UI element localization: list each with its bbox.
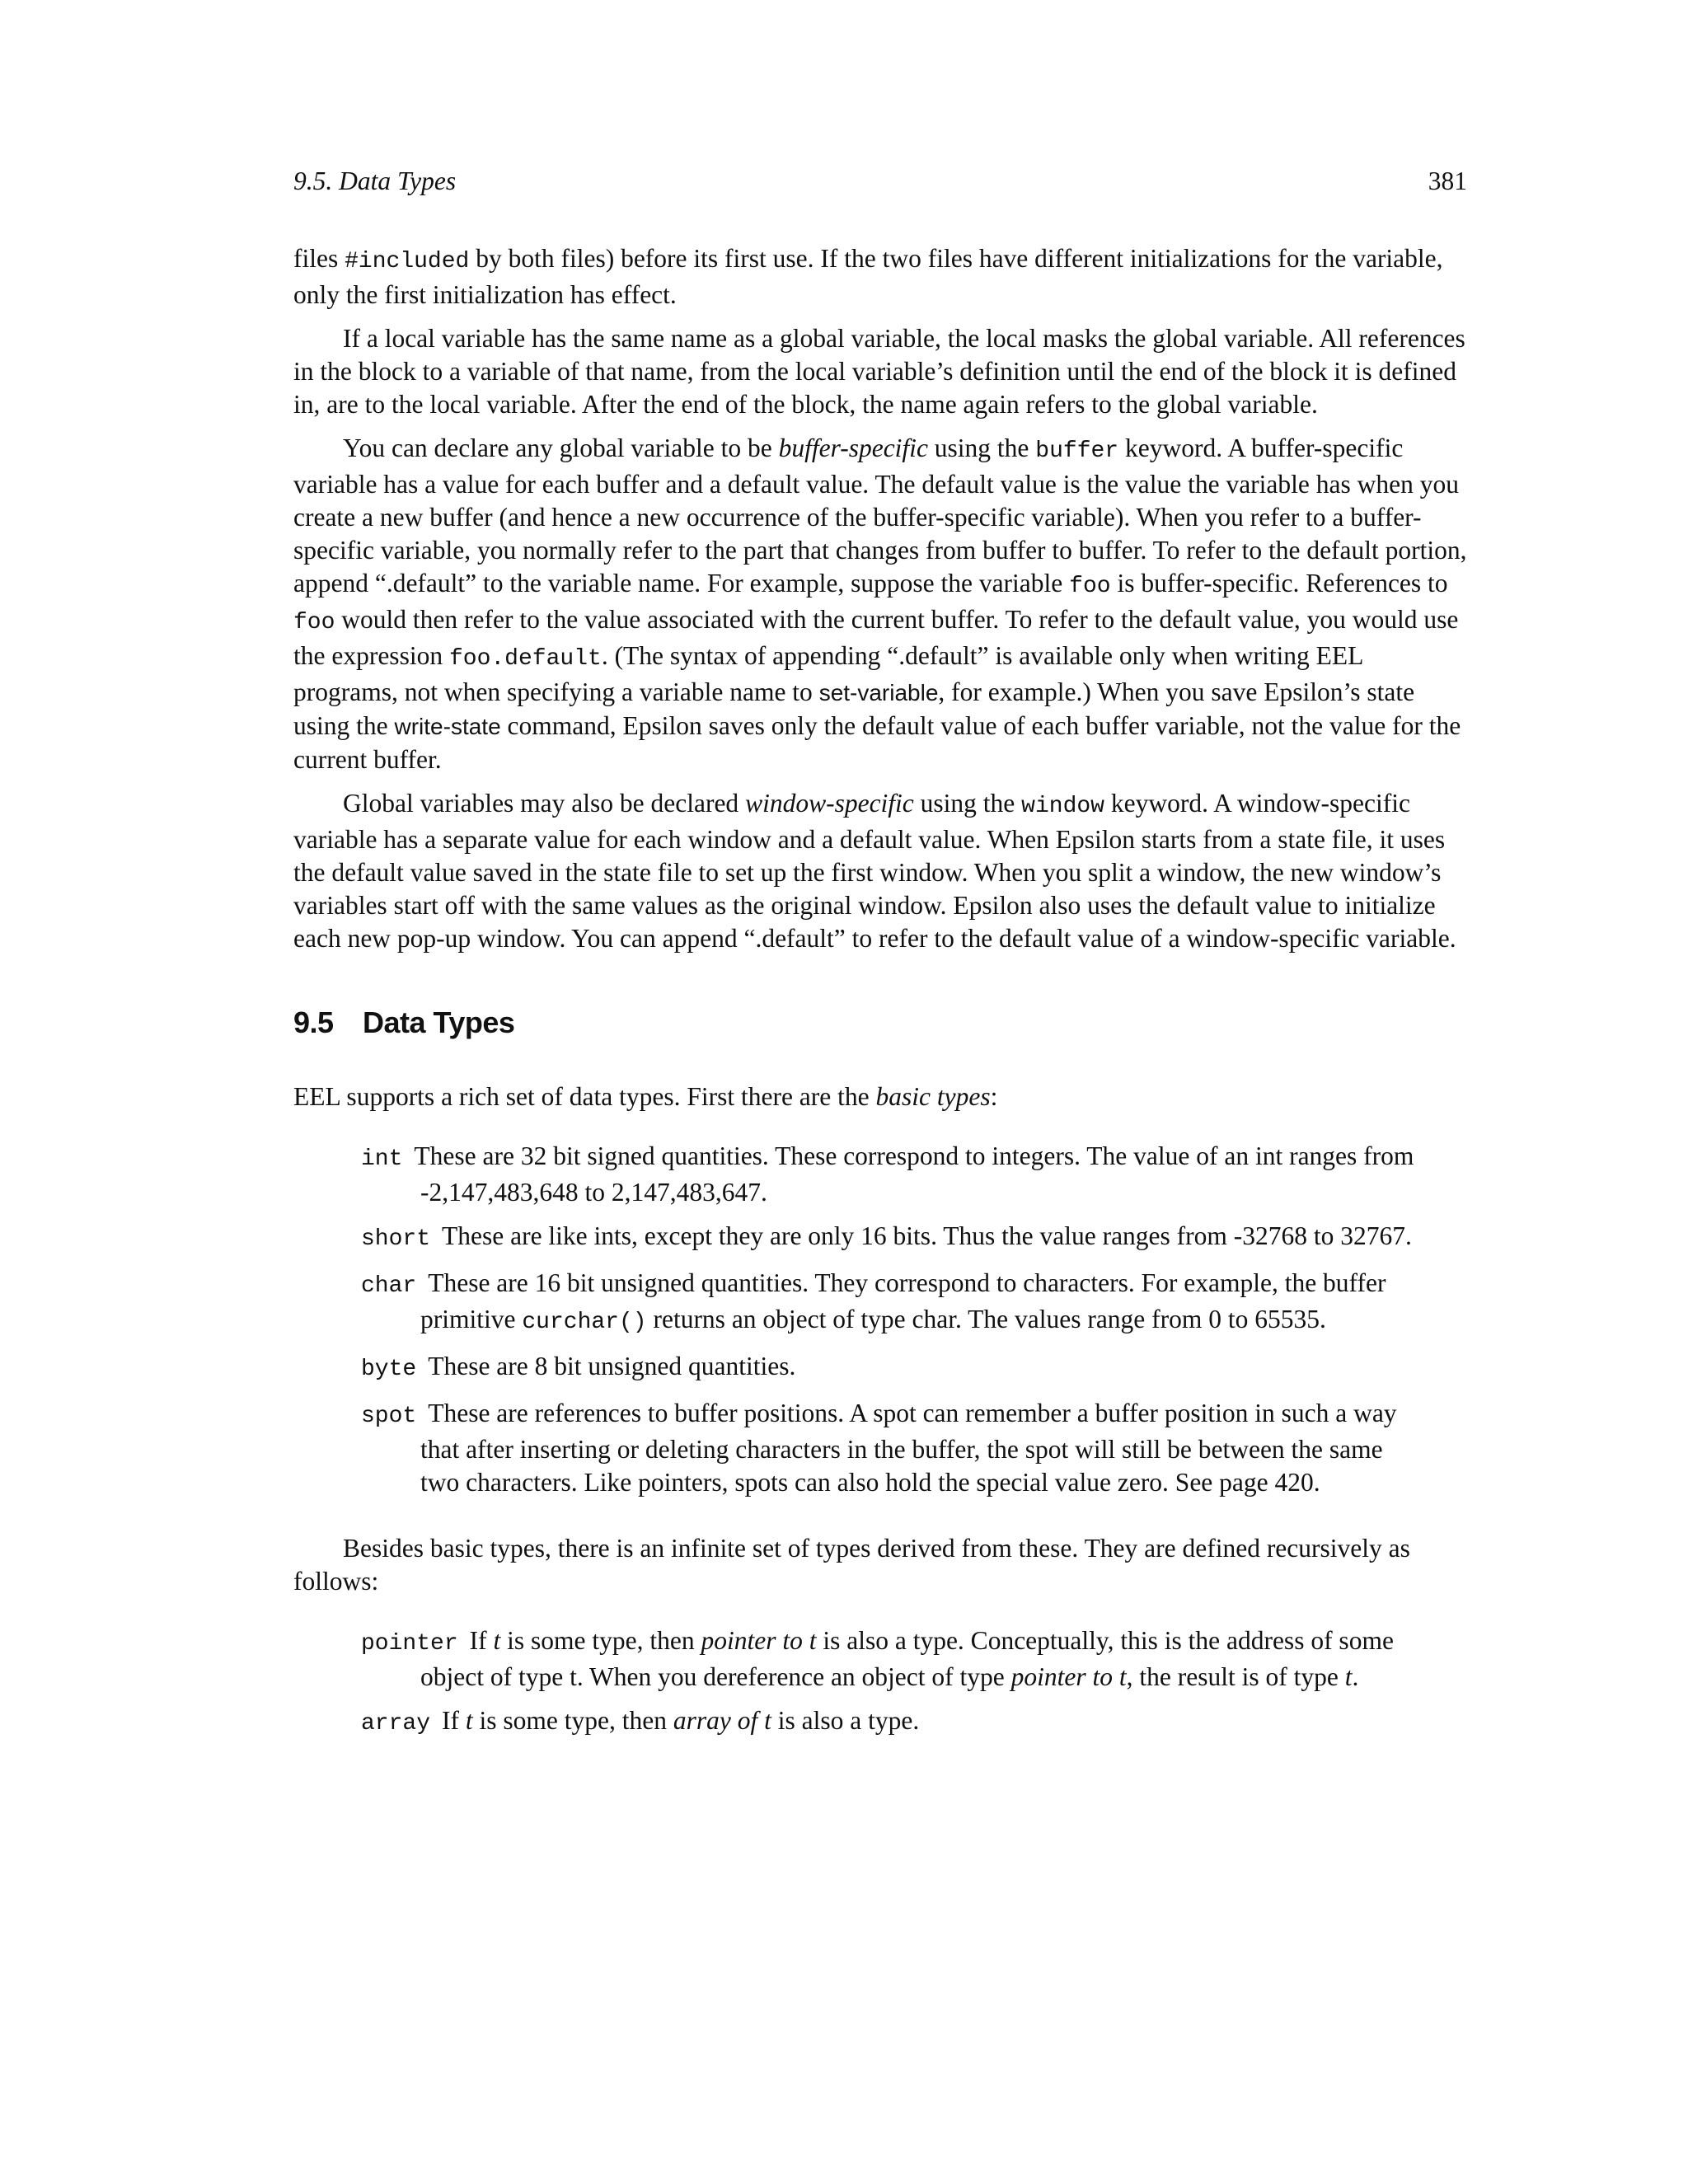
command-name: write-state: [394, 714, 501, 739]
type-term: array: [361, 1711, 431, 1736]
section-title: Data Types: [363, 1005, 515, 1039]
type-term: byte: [361, 1357, 417, 1382]
list-item: char These are 16 bit unsigned quantities. They correspond to characters. For example, the buffer primitive curchar() returns an object of type char. The values range from 0 to 65535.: [361, 1268, 1386, 1335]
command-name: set-variable: [818, 680, 939, 705]
type-term: short: [361, 1226, 431, 1252]
page-number: 381: [1428, 166, 1467, 195]
paragraph-derived-types: Besides basic types, there is an infinite set of types derived from these. They are defined recursively as follows:: [293, 1534, 1410, 1596]
inline-code: curchar(): [522, 1310, 647, 1335]
list-item: array If t is some type, then array of t is also a type.: [361, 1706, 920, 1736]
type-term: int: [361, 1146, 403, 1172]
inline-code: buffer: [1035, 438, 1119, 464]
emphasis-term: basic types: [875, 1082, 991, 1111]
emphasis-term: buffer-specific: [778, 434, 928, 462]
inline-code: foo.default: [448, 646, 602, 672]
inline-code: window: [1021, 794, 1104, 819]
inline-code: #included: [345, 249, 470, 274]
paragraph-continued: files #included by both files) before its first use. If the two files have different initializations for the variable, only the first initialization has effect.: [293, 244, 1443, 309]
running-title: 9.5. Data Types: [293, 166, 457, 195]
list-item: pointer If t is some type, then pointer to t is also a type. Conceptually, this is the address of some object of type t. When you dereference an object of type pointer to t, the result is of type t.: [361, 1626, 1394, 1691]
type-term: char: [361, 1273, 417, 1299]
list-item: short These are like ints, except they are only 16 bits. Thus the value ranges from -32768 to 32767.: [361, 1221, 1412, 1252]
list-item: byte These are 8 bit unsigned quantities.: [361, 1352, 796, 1382]
basic-types-list: [293, 1140, 1467, 1499]
type-term: pointer: [361, 1631, 458, 1657]
paragraph-buffer-specific: You can declare any global variable to be buffer-specific using the buffer keyword. A buffer-specific variable has a value for each buffer and a default value. The default value is the value the variable has when you create a new buffer (and hence a new occurrence of the buffer-specific variable). When you refer to a buffer-specific variable, you normally refer to the part that changes from buffer to buffer. To refer to the default portion, append “.default” to the variable name. For example, suppose the variable foo is buffer-specific. References to foo would then refer to the value associated with the current buffer. To refer to the default value, you would use the expression foo.default. (The syntax of appending “.default” is available only when writing EEL programs, not when specifying a variable name to set-variable, for example.) When you save Epsilon’s state using the write-state command, Epsilon saves only the default value of each buffer variable, not the value for the current buffer.: [293, 434, 1467, 774]
section-number: 9.5: [293, 1005, 334, 1039]
emphasis-term: window-specific: [745, 789, 914, 818]
document-page: [293, 165, 1467, 1774]
derived-types-list: [293, 1624, 1467, 1741]
list-item: int These are 32 bit signed quantities. These correspond to integers. The value of an int ranges from -2,147,483,648 to 2,147,483,647.: [361, 1141, 1414, 1207]
section-heading: [293, 1005, 1467, 1041]
list-item: spot These are references to buffer positions. A spot can remember a buffer position in such a way that after inserting or deleting characters in the buffer, the spot will still be between the same two characters. Like pointers, spots can also hold the special value zero. See page 420.: [361, 1399, 1397, 1497]
inline-code: foo: [293, 610, 335, 635]
inline-code: foo: [1069, 574, 1111, 599]
type-term: spot: [361, 1404, 417, 1429]
paragraph-intro: EEL supports a rich set of data types. First there are the basic types:: [293, 1082, 998, 1111]
running-header: [293, 165, 1467, 206]
paragraph-local-variables: If a local variable has the same name as a global variable, the local masks the global variable. All references in the block to a variable of that name, from the local variable’s definition until the end of the block it is defined in, are to the local variable. After the end of the block, the name again refers to the global variable.: [293, 324, 1465, 419]
paragraph-window-specific: Global variables may also be declared window-specific using the window keyword. A window-specific variable has a separate value for each window and a default value. When Epsilon starts from a state file, it uses the default value saved in the state file to set up the first window. When you split a window, the new window’s variables start off with the same values as the original window. Epsilon also uses the default value to initialize each new pop-up window. You can append “.default” to refer to the default value of a window-specific variable.: [293, 789, 1456, 953]
